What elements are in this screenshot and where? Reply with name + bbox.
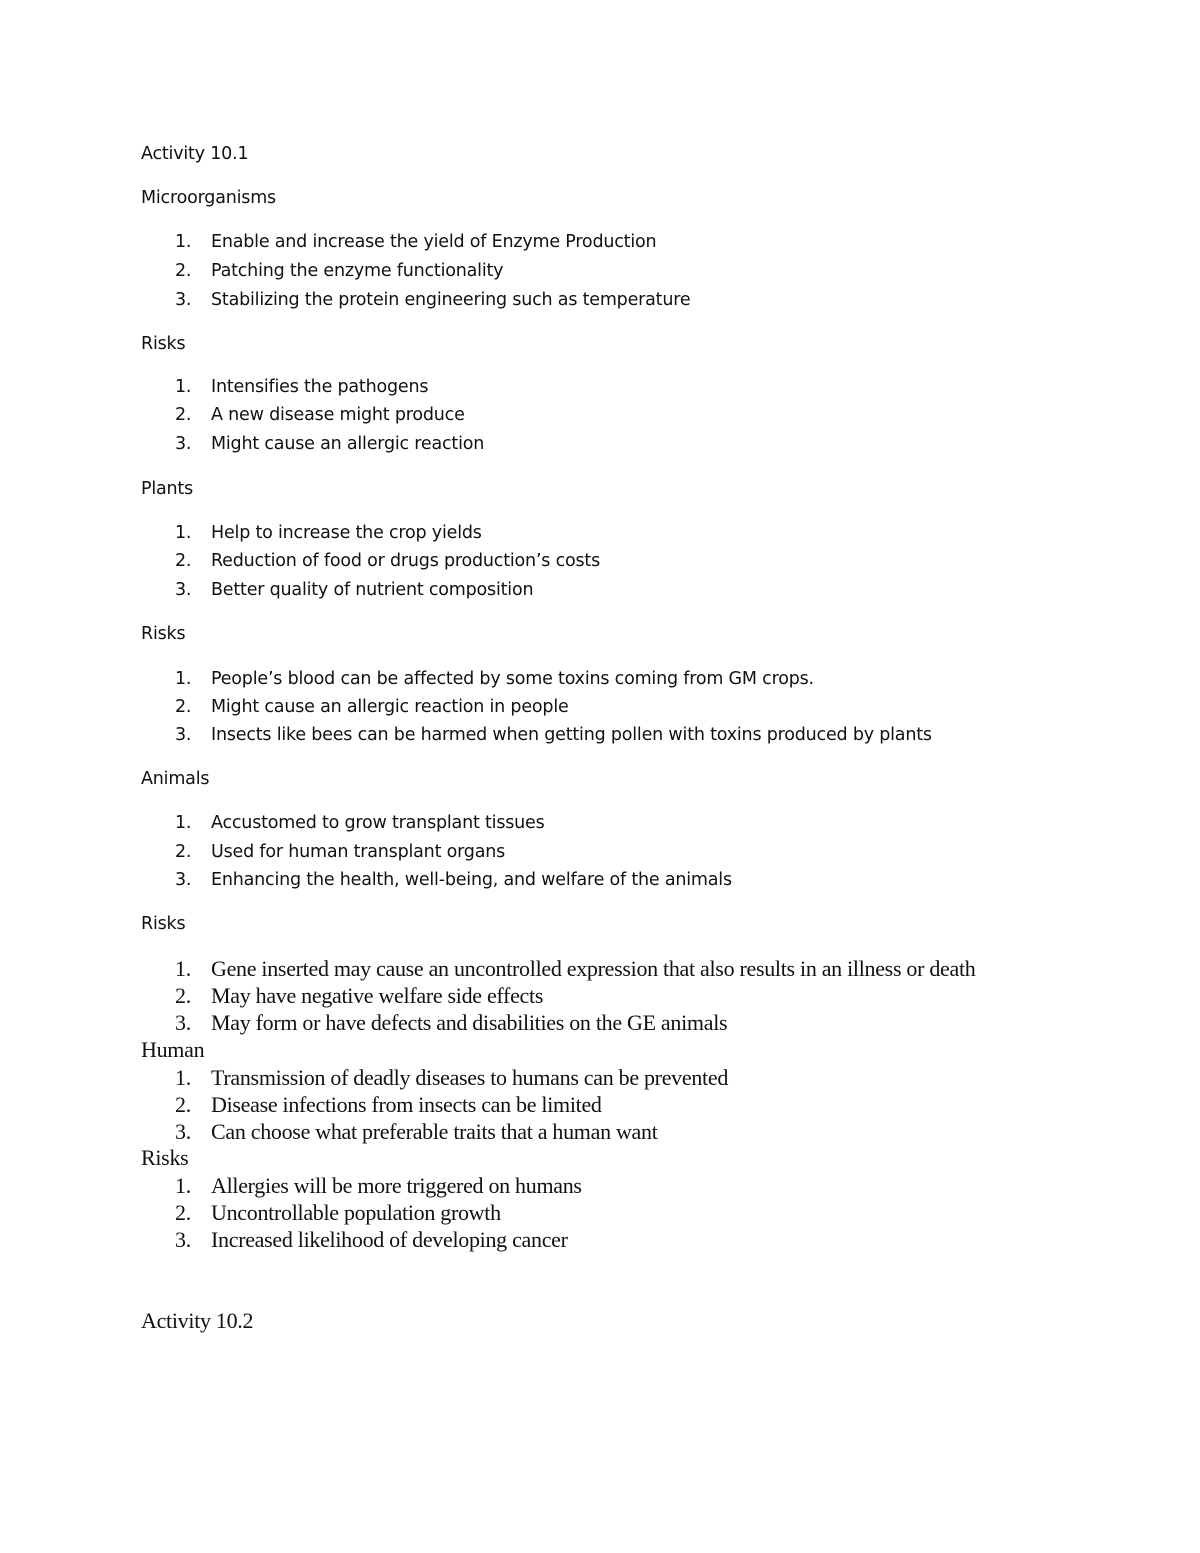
- activity-title-2: Activity 10.2: [141, 1308, 254, 1333]
- list-item: Enhancing the health, well-being, and welfare of the animals: [211, 870, 732, 890]
- list-number: 3.: [175, 1010, 191, 1035]
- list-number: 3.: [175, 870, 192, 890]
- section-heading-risks: Risks: [141, 624, 186, 644]
- list-number: 2.: [175, 1200, 191, 1225]
- list-item: Enable and increase the yield of Enzyme Production: [211, 232, 657, 252]
- list-item: Insects like bees can be harmed when getting pollen with toxins produced by plants: [211, 725, 932, 745]
- list-item: Increased likelihood of developing cancer: [211, 1227, 568, 1252]
- list-item: Accustomed to grow transplant tissues: [211, 813, 545, 833]
- list-number: 1.: [175, 232, 192, 252]
- list-number: 1.: [175, 1065, 191, 1090]
- list-item: May form or have defects and disabilities on the GE animals: [211, 1010, 728, 1035]
- list-number: 1.: [175, 523, 192, 543]
- list-item: Might cause an allergic reaction in people: [211, 697, 569, 717]
- list-item: Transmission of deadly diseases to humans can be prevented: [211, 1065, 729, 1090]
- list-number: 2.: [175, 261, 192, 281]
- section-heading-human: Human: [141, 1037, 205, 1062]
- list-item: Reduction of food or drugs production’s costs: [211, 551, 601, 571]
- list-number: 1.: [175, 669, 192, 689]
- list-item: Allergies will be more triggered on humans: [211, 1173, 582, 1198]
- list-number: 3.: [175, 434, 192, 454]
- section-heading-risks: Risks: [141, 1145, 189, 1170]
- list-item: Gene inserted may cause an uncontrolled expression that also results in an illness or death: [211, 956, 976, 981]
- list-item: Intensifies the pathogens: [211, 377, 429, 397]
- list-item: Disease infections from insects can be limited: [211, 1092, 602, 1117]
- list-item: Stabilizing the protein engineering such as temperature: [211, 290, 691, 310]
- list-item: Patching the enzyme functionality: [211, 261, 504, 281]
- activity-title: Activity 10.1: [141, 144, 249, 164]
- section-heading-microorganisms: Microorganisms: [141, 188, 276, 208]
- list-number: 2.: [175, 983, 191, 1008]
- list-number: 2.: [175, 405, 192, 425]
- list-item: Can choose what preferable traits that a human want: [211, 1119, 658, 1144]
- list-number: 3.: [175, 580, 192, 600]
- list-item: May have negative welfare side effects: [211, 983, 544, 1008]
- list-item: People’s blood can be affected by some toxins coming from GM crops.: [211, 669, 814, 689]
- list-item: Might cause an allergic reaction: [211, 434, 485, 454]
- list-number: 3.: [175, 725, 192, 745]
- list-number: 1.: [175, 813, 192, 833]
- list-number: 2.: [175, 697, 192, 717]
- list-number: 1.: [175, 956, 191, 981]
- list-item: A new disease might produce: [211, 405, 465, 425]
- list-item: Help to increase the crop yields: [211, 523, 482, 543]
- list-number: 3.: [175, 290, 192, 310]
- list-item: Used for human transplant organs: [211, 842, 506, 862]
- list-item: Better quality of nutrient composition: [211, 580, 534, 600]
- section-heading-animals: Animals: [141, 769, 210, 789]
- list-number: 2.: [175, 1092, 191, 1117]
- list-number: 2.: [175, 551, 192, 571]
- section-heading-risks: Risks: [141, 914, 186, 934]
- section-heading-risks: Risks: [141, 334, 186, 354]
- list-number: 1.: [175, 1173, 191, 1198]
- section-heading-plants: Plants: [141, 479, 194, 499]
- list-number: 1.: [175, 377, 192, 397]
- list-number: 2.: [175, 842, 192, 862]
- list-item: Uncontrollable population growth: [211, 1200, 501, 1225]
- list-number: 3.: [175, 1227, 191, 1252]
- list-number: 3.: [175, 1119, 191, 1144]
